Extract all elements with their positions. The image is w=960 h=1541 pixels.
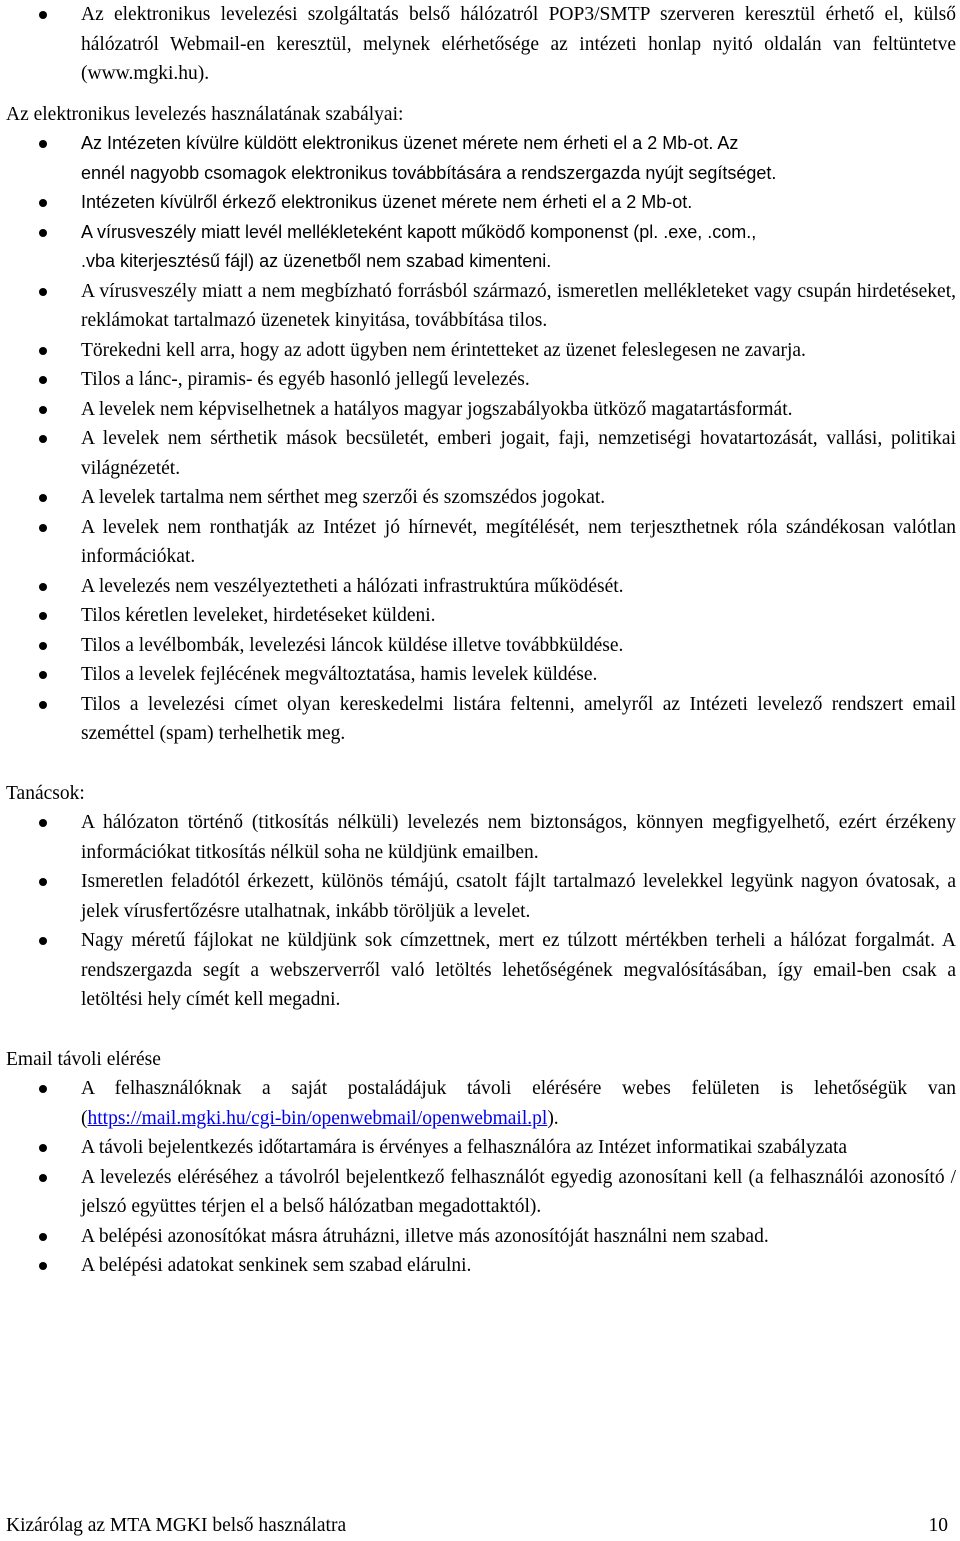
rule-item-text: A levelezés nem veszélyeztetheti a hálózati infrastruktúra működését. — [81, 575, 624, 597]
list-item — [0, 218, 960, 277]
rules-list — [0, 129, 960, 749]
rule-item-text: A levelek nem sérthetik mások becsületét, emberi jogait, faji, nemzetiségi hovatartozását, vallási, politikai világnézetét. — [81, 428, 956, 479]
bullet-icon — [39, 1174, 47, 1182]
bullet-icon — [39, 583, 47, 591]
rule-item-text: Az Intézeten kívülre küldött elektronikus üzenet mérete nem érheti el a 2 Mb-ot. Az — [81, 133, 739, 153]
rule-item-text: .vba kiterjesztésű fájl) az üzenetből nem szabad kimenteni. — [81, 251, 552, 271]
rule-item-text: A levelek nem képviselhetnek a hatályos magyar jogszabályokba ütköző magatartásformát. — [81, 398, 793, 420]
remote-item-text: A felhasználóknak a saját postaládájuk távoli elérésére webes felületen is lehetőségük van ( — [81, 1078, 956, 1129]
rule-item-text: Intézeten kívülről érkező elektronikus üzenet mérete nem érheti el a 2 Mb-ot. — [81, 192, 693, 212]
list-item — [0, 572, 960, 602]
remote-item-text: A levelezés eléréséhez a távolról bejelentkező felhasználót egyedig azonosítani kell (a felhasználói azonosító / jelszó együttes térjen el a belső hálózatban megadottaktól). — [81, 1166, 956, 1217]
list-item — [0, 277, 960, 336]
bullet-icon — [39, 642, 47, 650]
page-footer — [6, 1511, 948, 1541]
rule-item-text: Tilos a levelezési címet olyan kereskedelmi listára feltenni, amelyről az Intézeti levelező rendszert email szeméttel (spam) terhelhetik meg. — [81, 693, 956, 744]
list-item — [0, 1163, 960, 1222]
list-item — [0, 424, 960, 483]
tip-item-text: A hálózaton történő (titkosítás nélküli) levelezés nem biztonságos, könnyen megfigyelhető, ezért érzékeny információkat titkosítás nélkül soha ne küldjünk emailben. — [81, 812, 956, 863]
list-item — [0, 1133, 960, 1163]
rule-item-text: Törekedni kell arra, hogy az adott ügyben nem érintetteket az üzenet feleslegesen ne zavarja. — [81, 339, 806, 361]
bullet-icon — [39, 1144, 47, 1152]
rule-item-text: A vírusveszély miatt a nem megbízható forrásból származó, ismeretlen mellékleteket vagy csupán hirdetéseket, reklámokat tartalmazó üzenetek kinyitása, továbbítása tilos. — [81, 280, 956, 331]
list-item — [0, 660, 960, 690]
rule-item-text: Tilos a levelek fejlécének megváltoztatása, hamis levelek küldése. — [81, 664, 598, 685]
remote-item-text: A belépési azonosítókat másra átruházni, illetve más azonosítóját használni nem szabad. — [81, 1225, 769, 1247]
list-item — [0, 1074, 960, 1133]
tip-item-text: Nagy méretű fájlokat ne küldjünk sok címzettnek, mert ez túlzott mértékben terheli a hálózat forgalmát. A rendszergazda segít a webszerverről való letöltés lehetőségének megvalósításában, így email-ben csak a letöltési hely címét kell megadni. — [81, 930, 956, 1010]
bullet-icon — [39, 494, 47, 502]
list-item — [0, 395, 960, 425]
remote-item-text: A belépési adatokat senkinek sem szabad elárulni. — [81, 1255, 472, 1276]
intro-list — [0, 0, 960, 89]
bullet-icon — [39, 701, 47, 709]
bullet-icon — [39, 406, 47, 414]
bullet-icon — [39, 612, 47, 620]
list-item — [0, 867, 960, 926]
list-item — [0, 1222, 960, 1252]
bullet-icon — [39, 11, 47, 19]
bullet-icon — [39, 937, 47, 945]
list-item — [0, 513, 960, 572]
list-item — [0, 336, 960, 366]
footer-label: Kizárólag az MTA MGKI belső használatra — [6, 1515, 347, 1536]
list-item — [0, 690, 960, 749]
bullet-icon — [39, 671, 47, 679]
list-item — [0, 631, 960, 661]
bullet-icon — [39, 229, 47, 237]
bullet-icon — [39, 524, 47, 532]
rule-item-text: Tilos a lánc-, piramis- és egyéb hasonló jellegű levelezés. — [81, 369, 530, 390]
bullet-icon — [39, 140, 47, 148]
tips-list — [0, 808, 960, 1015]
remote-item-text: ). — [547, 1107, 559, 1129]
list-item — [0, 601, 960, 631]
tips-heading: Tanácsok: — [6, 782, 85, 804]
rule-item-text: ennél nagyobb csomagok elektronikus továbbítására a rendszergazda nyújt segítséget. — [81, 162, 777, 183]
bullet-icon — [39, 1262, 47, 1270]
remote-heading: Email távoli elérése — [6, 1048, 161, 1070]
bullet-icon — [39, 1085, 47, 1093]
rules-heading: Az elektronikus levelezés használatának szabályai: — [6, 103, 404, 125]
list-item — [0, 188, 960, 218]
bullet-icon — [39, 376, 47, 384]
remote-list — [0, 1074, 960, 1281]
bullet-icon — [39, 199, 47, 207]
list-item — [0, 808, 960, 867]
rule-item-text: A levelek tartalma nem sérthet meg szerzői és szomszédos jogokat. — [81, 487, 606, 508]
remote-item-text: A távoli bejelentkezés időtartamára is érvényes a felhasználóra az Intézet informatikai szabályzata — [81, 1137, 848, 1158]
list-item — [0, 483, 960, 513]
bullet-icon — [39, 288, 47, 296]
rule-item-text: A vírusveszély miatt levél mellékleteként kapott működő komponenst (pl. .exe, .com., — [81, 221, 757, 242]
tip-item-text: Ismeretlen feladótól érkezett, különös témájú, csatolt fájlt tartalmazó levelekkel legyünk nagyon óvatosak, a jelek vírusfertőzésre utalhatnak, inkább töröljük a levelet. — [81, 871, 956, 922]
rule-item-text: Tilos a levélbombák, levelezési láncok küldése illetve továbbküldése. — [81, 634, 624, 656]
list-item — [0, 365, 960, 395]
list-item — [0, 1251, 960, 1281]
bullet-icon — [39, 819, 47, 827]
list-item — [0, 0, 960, 89]
intro-item-text: Az elektronikus levelezési szolgáltatás belső hálózatról POP3/SMTP szerveren keresztül érhető el, külső hálózatról Webmail-en keresztül, melynek elérhetősége az intézeti honlap nyitó oldalán van feltüntetve (www.mgki.hu). — [81, 4, 956, 84]
webmail-link[interactable]: https://mail.mgki.hu/cgi-bin/openwebmail/openwebmail.pl — [87, 1107, 548, 1129]
bullet-icon — [39, 435, 47, 443]
rule-item-text: Tilos kéretlen leveleket, hirdetéseket küldeni. — [81, 605, 436, 626]
list-item — [0, 926, 960, 1015]
bullet-icon — [39, 347, 47, 355]
page-number: 10 — [928, 1515, 948, 1536]
bullet-icon — [39, 878, 47, 886]
rule-item-text: A levelek nem ronthatják az Intézet jó hírnevét, megítélését, nem terjeszthetnek róla szándékosan valótlan információkat. — [81, 516, 956, 567]
list-item — [0, 129, 960, 188]
bullet-icon — [39, 1233, 47, 1241]
